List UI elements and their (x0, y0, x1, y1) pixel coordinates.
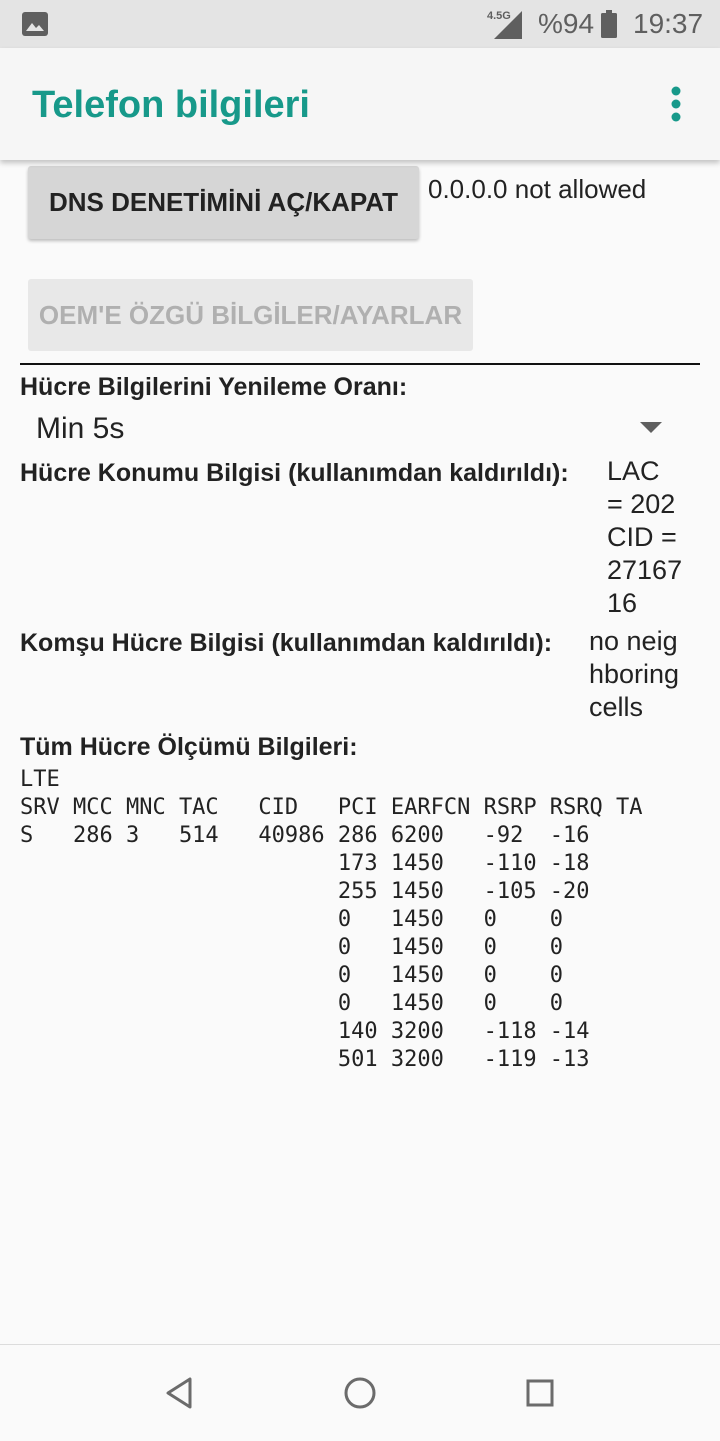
home-icon[interactable] (340, 1373, 380, 1413)
cell-location-label: Hücre Konumu Bilgisi (kullanımdan kaldırıldı): (20, 459, 569, 487)
image-icon (22, 12, 48, 36)
cell-location-value (607, 455, 682, 620)
refresh-rate-dropdown[interactable] (20, 402, 680, 456)
table-row: SRV MCC MNC TAC CID PCI EARFCN RSRP RSRQ TA (20, 795, 643, 820)
battery-icon (601, 10, 617, 38)
dropdown-arrow-icon (640, 422, 662, 434)
refresh-rate-label: Hücre Bilgilerini Yenileme Oranı: (20, 373, 408, 401)
dns-toggle-button[interactable]: DNS DENETİMİNİ AÇ/KAPAT (28, 166, 419, 239)
table-row: 0 1450 0 0 (20, 907, 564, 932)
table-row: 0 1450 0 0 (20, 963, 564, 988)
dns-status-text: 0.0.0.0 not allowed (428, 174, 647, 204)
oem-info-button[interactable]: OEM'E ÖZGÜ BİLGİLER/AYARLAR (28, 279, 473, 351)
cell-location-line: CID = (607, 522, 677, 552)
app-bar (0, 48, 720, 160)
network-type-label: 4.5G (487, 10, 511, 22)
recents-icon[interactable] (520, 1373, 560, 1413)
navigation-bar (0, 1344, 720, 1441)
cell-location-line: 27167 (607, 555, 683, 585)
neighbor-cells-line: cells (589, 692, 644, 722)
table-row: 255 1450 -105 -20 (20, 879, 590, 904)
table-row: 501 3200 -119 -13 (20, 1047, 590, 1072)
neighbor-cells-line: hboring (589, 659, 680, 689)
table-row: LTE (20, 767, 60, 792)
neighbor-cells-label: Komşu Hücre Bilgisi (kullanımdan kaldırıldı): (20, 629, 553, 657)
status-bar (0, 0, 720, 48)
more-vert-icon[interactable] (660, 82, 692, 126)
all-cells-label: Tüm Hücre Ölçümü Bilgileri: (20, 733, 358, 761)
table-row: S 286 3 514 40986 286 6200 -92 -16 (20, 823, 590, 848)
table-row: 0 1450 0 0 (20, 935, 564, 960)
back-icon[interactable] (160, 1373, 200, 1413)
neighbor-cells-value (589, 625, 679, 724)
signal-icon (494, 11, 522, 39)
table-row: 0 1450 0 0 (20, 991, 564, 1016)
page-title: Telefon bilgileri (32, 84, 310, 126)
divider (20, 363, 700, 365)
clock: 19:37 (633, 8, 704, 39)
battery-percentage: %94 (538, 8, 595, 39)
neighbor-cells-line: no neig (589, 626, 678, 656)
table-row: 173 1450 -110 -18 (20, 851, 590, 876)
cell-location-line: 16 (607, 588, 638, 618)
cell-location-line: LAC (607, 456, 660, 486)
table-row: 140 3200 -118 -14 (20, 1019, 590, 1044)
cell-location-line: = 202 (607, 489, 676, 519)
cell-measurement-table (20, 766, 643, 1074)
refresh-rate-value: Min 5s (36, 412, 125, 445)
